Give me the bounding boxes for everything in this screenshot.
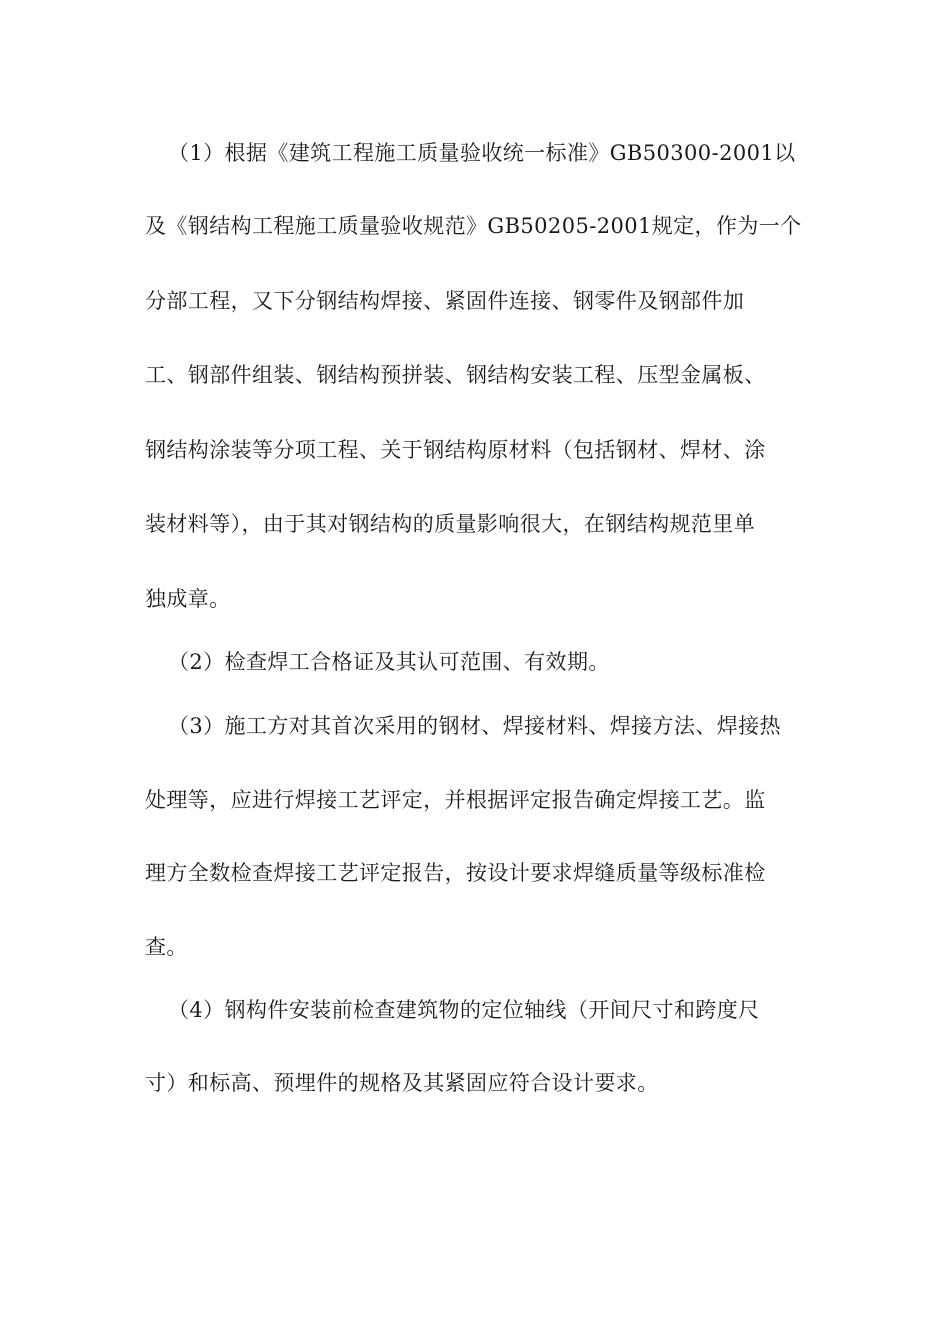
paragraph-4-line-1: （4）钢构件安装前检查建筑物的定位轴线（开间尺寸和跨度尺 bbox=[168, 998, 760, 1022]
paragraph-1-line-4: 工、钢部件组装、钢结构预拼装、钢结构安装工程、压型金属板、 bbox=[145, 363, 766, 387]
paragraph-1-line-5: 钢结构涂装等分项工程、关于钢结构原材料（包括钢材、焊材、涂 bbox=[145, 438, 766, 462]
paragraph-4-line-2: 寸）和标高、预埋件的规格及其紧固应符合设计要求。 bbox=[145, 1071, 659, 1095]
paragraph-3-line-4: 查。 bbox=[145, 935, 188, 959]
paragraph-2-line-1: （2）检查焊工合格证及其认可范围、有效期。 bbox=[168, 650, 610, 674]
paragraph-1-line-2: 及《钢结构工程施工质量验收规范》GB50205-2001规定，作为一个 bbox=[145, 214, 802, 238]
paragraph-1-line-6: 装材料等），由于其对钢结构的质量影响很大，在钢结构规范里单 bbox=[145, 512, 756, 536]
paragraph-3-line-2: 处理等，应进行焊接工艺评定，并根据评定报告确定焊接工艺。监 bbox=[145, 788, 766, 812]
paragraph-1-line-1: （1）根据《建筑工程施工质量验收统一标准》GB50300-2001以 bbox=[168, 141, 796, 165]
paragraph-1-line-3: 分部工程，又下分钢结构焊接、紧固件连接、钢零件及钢部件加 bbox=[145, 289, 745, 313]
paragraph-1-line-7: 独成章。 bbox=[145, 587, 231, 611]
paragraph-3-line-1: （3）施工方对其首次采用的钢材、焊接材料、焊接方法、焊接热 bbox=[168, 714, 781, 738]
paragraph-3-line-3: 理方全数检查焊接工艺评定报告，按设计要求焊缝质量等级标准检 bbox=[145, 861, 766, 885]
